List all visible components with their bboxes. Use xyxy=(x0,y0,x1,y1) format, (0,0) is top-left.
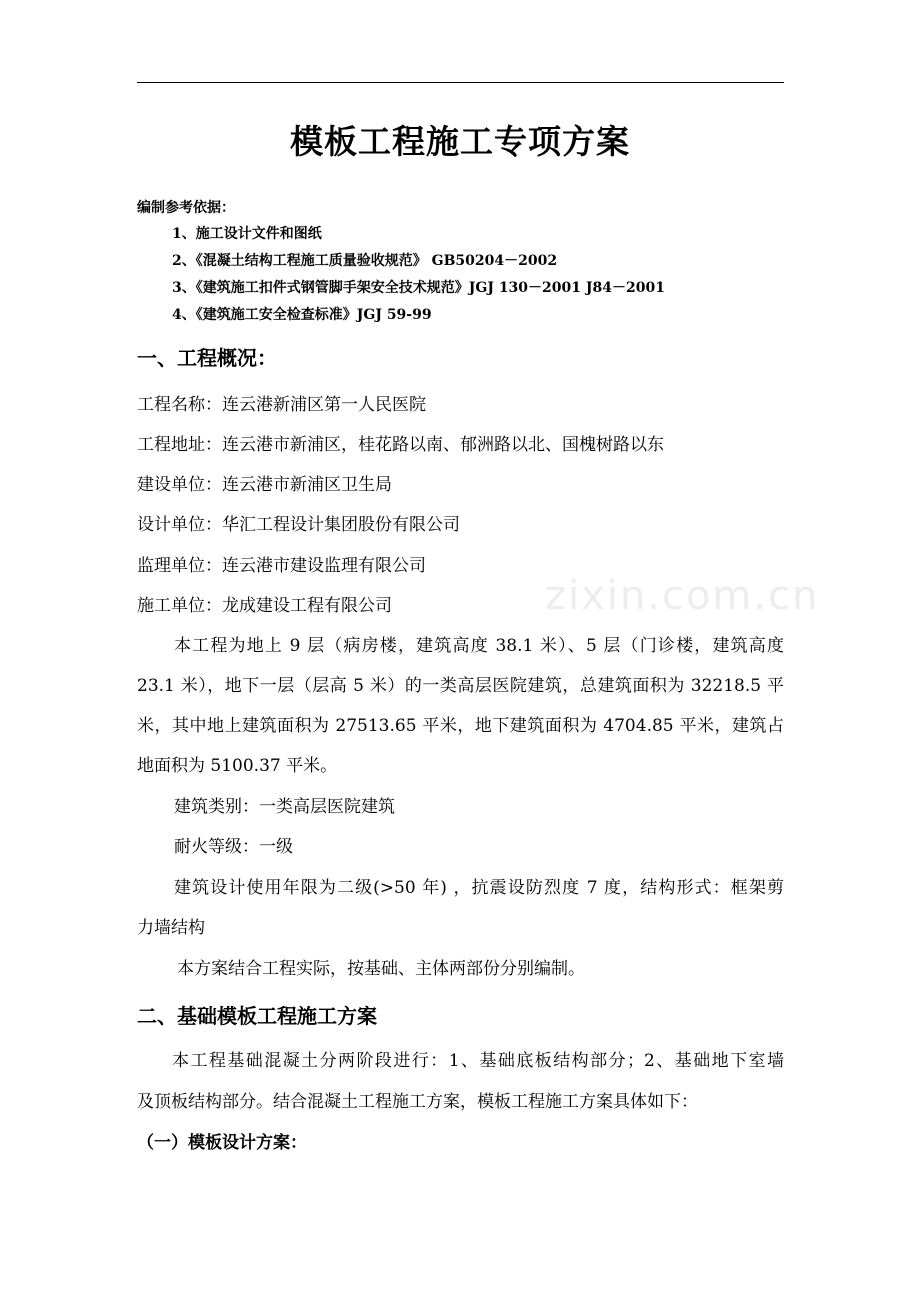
references-heading: 编制参考依据： xyxy=(137,200,235,216)
formwork-design-subheading: （一）模板设计方案： xyxy=(137,1133,307,1153)
section1-heading: 一、工程概况： xyxy=(137,346,277,370)
supervisor-field: 监理单位：连云港市建设监理有限公司 xyxy=(137,556,426,576)
document-title: 模板工程施工专项方案 xyxy=(290,122,630,161)
site-watermark: zixin.com.cn xyxy=(545,573,820,619)
overview-paragraph-line: 米，其中地上建筑面积为 27513.65 平米，地下建筑面积为 4704.85 平米，建筑占 xyxy=(137,716,784,736)
scope-note: 本方案结合工程实际，按基础、主体两部份分别编制。 xyxy=(177,959,585,979)
design-life-line: 建筑设计使用年限为二级(>50 年) ，抗震设防烈度 7 度，结构形式：框架剪 xyxy=(174,878,784,898)
fire-rating: 耐火等级：一级 xyxy=(174,837,293,857)
building-category: 建筑类别：一类高层医院建筑 xyxy=(174,797,395,817)
foundation-paragraph-line: 本工程基础混凝土分两阶段进行：1、基础底板结构部分；2、基础地下室墙 xyxy=(172,1051,784,1071)
section2-heading: 二、基础模板工程施工方案 xyxy=(137,1004,377,1028)
contractor-field: 施工单位：龙成建设工程有限公司 xyxy=(137,596,392,616)
project-name-field: 工程名称：连云港新浦区第一人民医院 xyxy=(137,395,426,415)
reference-item-3: 3、《建筑施工扣件式钢管脚手架安全技术规范》JGJ 130－2001 J84－2001 xyxy=(172,280,665,296)
foundation-paragraph-line: 及顶板结构部分。结合混凝土工程施工方案，模板工程施工方案具体如下： xyxy=(137,1092,698,1112)
overview-paragraph-line: 本工程为地上 9 层（病房楼，建筑高度 38.1 米）、5 层（门诊楼，建筑高度 xyxy=(174,636,784,656)
designer-field: 设计单位：华汇工程设计集团股份有限公司 xyxy=(137,515,460,535)
reference-item-2: 2、《混凝土结构工程施工质量验收规范》 GB50204－2002 xyxy=(172,253,558,269)
reference-item-4: 4、《建筑施工安全检查标准》JGJ 59-99 xyxy=(172,307,432,323)
design-life-line: 力墙结构 xyxy=(137,918,205,938)
owner-field: 建设单位：连云港市新浦区卫生局 xyxy=(137,475,392,495)
reference-item-1: 1、施工设计文件和图纸 xyxy=(172,226,322,242)
overview-paragraph-line: 地面积为 5100.37 平米。 xyxy=(137,756,338,776)
header-rule xyxy=(137,82,784,83)
overview-paragraph-line: 23.1 米），地下一层（层高 5 米）的一类高层医院建筑，总建筑面积为 32218.5 平 xyxy=(137,676,784,696)
project-address-field: 工程地址：连云港市新浦区，桂花路以南、郁洲路以北、国槐树路以东 xyxy=(137,435,664,455)
